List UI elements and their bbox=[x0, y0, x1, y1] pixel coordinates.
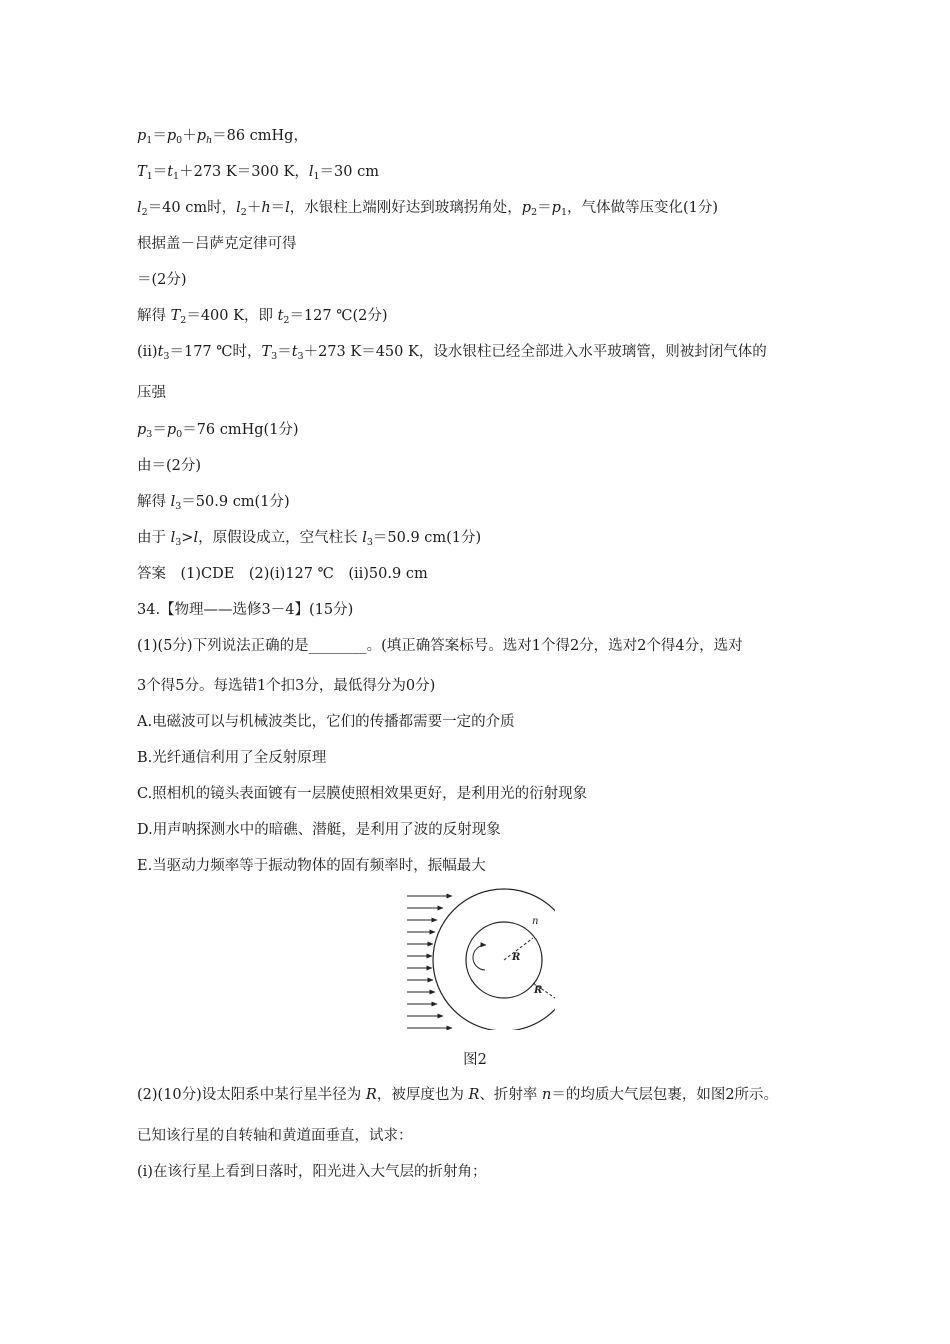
math-subscript: h bbox=[205, 135, 213, 146]
math-variable: T bbox=[261, 344, 272, 360]
math-variable: R bbox=[365, 1087, 377, 1103]
math-variable: l bbox=[308, 164, 314, 180]
math-variable: T bbox=[170, 308, 181, 324]
text-run: B.光纤通信利用了全反射原理 bbox=[137, 750, 327, 766]
text-run: 已知该行星的自转轴和黄道面垂直，试求： bbox=[137, 1128, 413, 1144]
text-run: ＝ bbox=[537, 200, 552, 216]
math-subscript: 1 bbox=[560, 207, 567, 218]
math-variable: t bbox=[277, 308, 284, 324]
text-line bbox=[137, 748, 326, 768]
rotation-arrow bbox=[473, 945, 486, 970]
text-line bbox=[137, 492, 290, 512]
atmosphere-outer-circle bbox=[433, 889, 555, 1030]
text-line bbox=[137, 712, 515, 732]
math-variable: p bbox=[137, 422, 147, 438]
text-line bbox=[137, 342, 767, 362]
math-subscript: 1 bbox=[146, 135, 153, 146]
text-run: 答案 (1)CDE (2)(ⅰ)127 ℃ (ⅱ)50.9 cm bbox=[137, 566, 428, 582]
text-run: 3个得5分。每选错1个扣3分，最低得分为0分) bbox=[137, 678, 436, 694]
text-line bbox=[137, 1126, 413, 1146]
text-run: 解得 bbox=[137, 494, 171, 510]
math-subscript: 3 bbox=[297, 351, 304, 362]
text-run: ＋273 K＝450 K，设水银柱已经全部进入水平玻璃管，则被封闭气体的 bbox=[303, 344, 767, 360]
text-line bbox=[137, 420, 299, 440]
text-run: ＝(2分) bbox=[137, 272, 187, 288]
math-subscript: 3 bbox=[271, 351, 278, 362]
text-line bbox=[137, 456, 201, 476]
math-variable: p bbox=[521, 200, 532, 216]
text-line bbox=[137, 383, 166, 403]
math-variable: l bbox=[170, 494, 176, 510]
text-run: 、折射率 bbox=[479, 1087, 542, 1103]
text-run: ＝ bbox=[270, 200, 286, 216]
label-r-outer: R bbox=[534, 985, 543, 996]
math-variable: T bbox=[137, 164, 147, 180]
text-run: 压强 bbox=[137, 385, 166, 401]
math-variable: l bbox=[362, 530, 367, 546]
text-line bbox=[137, 162, 379, 182]
text-line bbox=[137, 198, 718, 218]
text-run: ＝177 ℃时， bbox=[169, 344, 262, 360]
text-line bbox=[137, 856, 486, 876]
text-run: ，原假设成立，空气柱长 bbox=[198, 530, 363, 546]
text-line bbox=[137, 1085, 778, 1105]
text-run: ，被厚度也为 bbox=[376, 1087, 469, 1103]
math-subscript: 3 bbox=[175, 501, 182, 512]
label-r-inner: R bbox=[512, 952, 521, 963]
math-subscript: 2 bbox=[283, 315, 290, 326]
math-subscript: 3 bbox=[175, 537, 182, 548]
math-variable: l bbox=[137, 200, 142, 216]
text-run: 由＝(2分) bbox=[137, 458, 202, 474]
text-run: 34.【物理——选修3－4】(15分) bbox=[137, 602, 354, 618]
math-subscript: 2 bbox=[531, 207, 538, 218]
text-run: ＋ bbox=[182, 128, 197, 144]
math-variable: l bbox=[236, 200, 241, 216]
text-run: E.当驱动力频率等于振动物体的固有频率时，振幅最大 bbox=[137, 858, 486, 874]
text-run: (1)(5分)下列说法正确的是________。(填正确答案标号。选对1个得2分，选对2个得4分，选对 bbox=[137, 638, 743, 654]
label-n: n bbox=[532, 916, 539, 927]
text-run: ＋ bbox=[246, 200, 262, 216]
text-run: ＝30 cm bbox=[319, 164, 379, 180]
text-line bbox=[137, 234, 297, 254]
sunlight-rays bbox=[407, 896, 452, 1028]
text-run: ＝50.9 cm(1分) bbox=[372, 530, 482, 546]
text-line bbox=[137, 528, 481, 548]
text-run: > bbox=[181, 530, 194, 546]
math-variable: p bbox=[551, 200, 561, 216]
math-subscript: 1 bbox=[146, 171, 153, 182]
math-variable: t bbox=[167, 164, 174, 180]
text-run: ＝ bbox=[152, 164, 168, 180]
text-line bbox=[137, 564, 428, 584]
text-run: (ⅰ)在该行星上看到日落时，阳光进入大气层的折射角； bbox=[137, 1164, 487, 1180]
text-run: ＝的均质大气层包裹，如图2所示。 bbox=[551, 1087, 779, 1103]
text-run: ＝ bbox=[152, 128, 167, 144]
text-run: ＝127 ℃(2分) bbox=[289, 308, 388, 324]
text-run: 根据盖－吕萨克定律可得 bbox=[137, 236, 297, 252]
math-variable: t bbox=[157, 344, 164, 360]
text-run: ＝50.9 cm(1分) bbox=[181, 494, 290, 510]
text-run: ＝ bbox=[277, 344, 292, 360]
math-variable: p bbox=[166, 422, 177, 438]
text-line bbox=[137, 270, 187, 290]
math-variable: l bbox=[193, 530, 199, 546]
text-run: 由于 bbox=[137, 530, 171, 546]
text-run: ＝ bbox=[152, 422, 167, 438]
math-variable: R bbox=[468, 1087, 480, 1103]
math-subscript: 2 bbox=[240, 207, 247, 218]
text-run: ＝76 cmHg(1分) bbox=[182, 422, 299, 438]
text-line bbox=[137, 784, 587, 804]
math-subscript: 3 bbox=[146, 429, 153, 440]
text-line bbox=[137, 636, 743, 656]
text-line bbox=[137, 306, 387, 326]
text-run: ＋273 K＝300 K， bbox=[179, 164, 309, 180]
math-subscript: 2 bbox=[180, 315, 187, 326]
text-line bbox=[137, 1162, 486, 1182]
figure-2-diagram bbox=[405, 888, 555, 1030]
text-run: D.用声呐探测水中的暗礁、潜艇，是利用了波的反射现象 bbox=[137, 822, 501, 838]
text-line bbox=[137, 820, 501, 840]
text-run: 解得 bbox=[137, 308, 171, 324]
math-variable: p bbox=[166, 128, 177, 144]
text-run: (ⅱ) bbox=[137, 344, 158, 360]
math-subscript: 0 bbox=[176, 429, 183, 440]
text-run: ，气体做等压变化(1分) bbox=[566, 200, 719, 216]
text-run: ＝40 cm时， bbox=[147, 200, 237, 216]
text-line bbox=[137, 600, 353, 620]
text-run: A.电磁波可以与机械波类比，它们的传播都需要一定的介质 bbox=[137, 714, 515, 730]
math-subscript: 0 bbox=[176, 135, 183, 146]
math-variable: n bbox=[541, 1087, 552, 1103]
math-variable: p bbox=[137, 128, 147, 144]
math-subscript: 1 bbox=[313, 171, 320, 182]
text-line bbox=[137, 126, 308, 146]
math-variable: l bbox=[170, 530, 176, 546]
figure-caption: 图2 bbox=[463, 1052, 487, 1068]
text-run: (2)(10分)设太阳系中某行星半径为 bbox=[137, 1087, 366, 1103]
text-line bbox=[137, 676, 435, 696]
math-variable: h bbox=[261, 200, 271, 216]
math-variable: t bbox=[291, 344, 298, 360]
math-subscript: 2 bbox=[141, 207, 148, 218]
text-run: C.照相机的镜头表面镀有一层膜使照相效果更好，是利用光的衍射现象 bbox=[137, 786, 588, 802]
text-run: ＝86 cmHg， bbox=[212, 128, 308, 144]
math-variable: p bbox=[196, 128, 206, 144]
text-run: ，水银柱上端刚好达到玻璃拐角处， bbox=[289, 200, 522, 216]
math-variable: l bbox=[285, 200, 290, 216]
math-subscript: 1 bbox=[173, 171, 180, 182]
math-subscript: 3 bbox=[366, 537, 373, 548]
math-subscript: 3 bbox=[163, 351, 170, 362]
text-run: ＝400 K，即 bbox=[186, 308, 278, 324]
